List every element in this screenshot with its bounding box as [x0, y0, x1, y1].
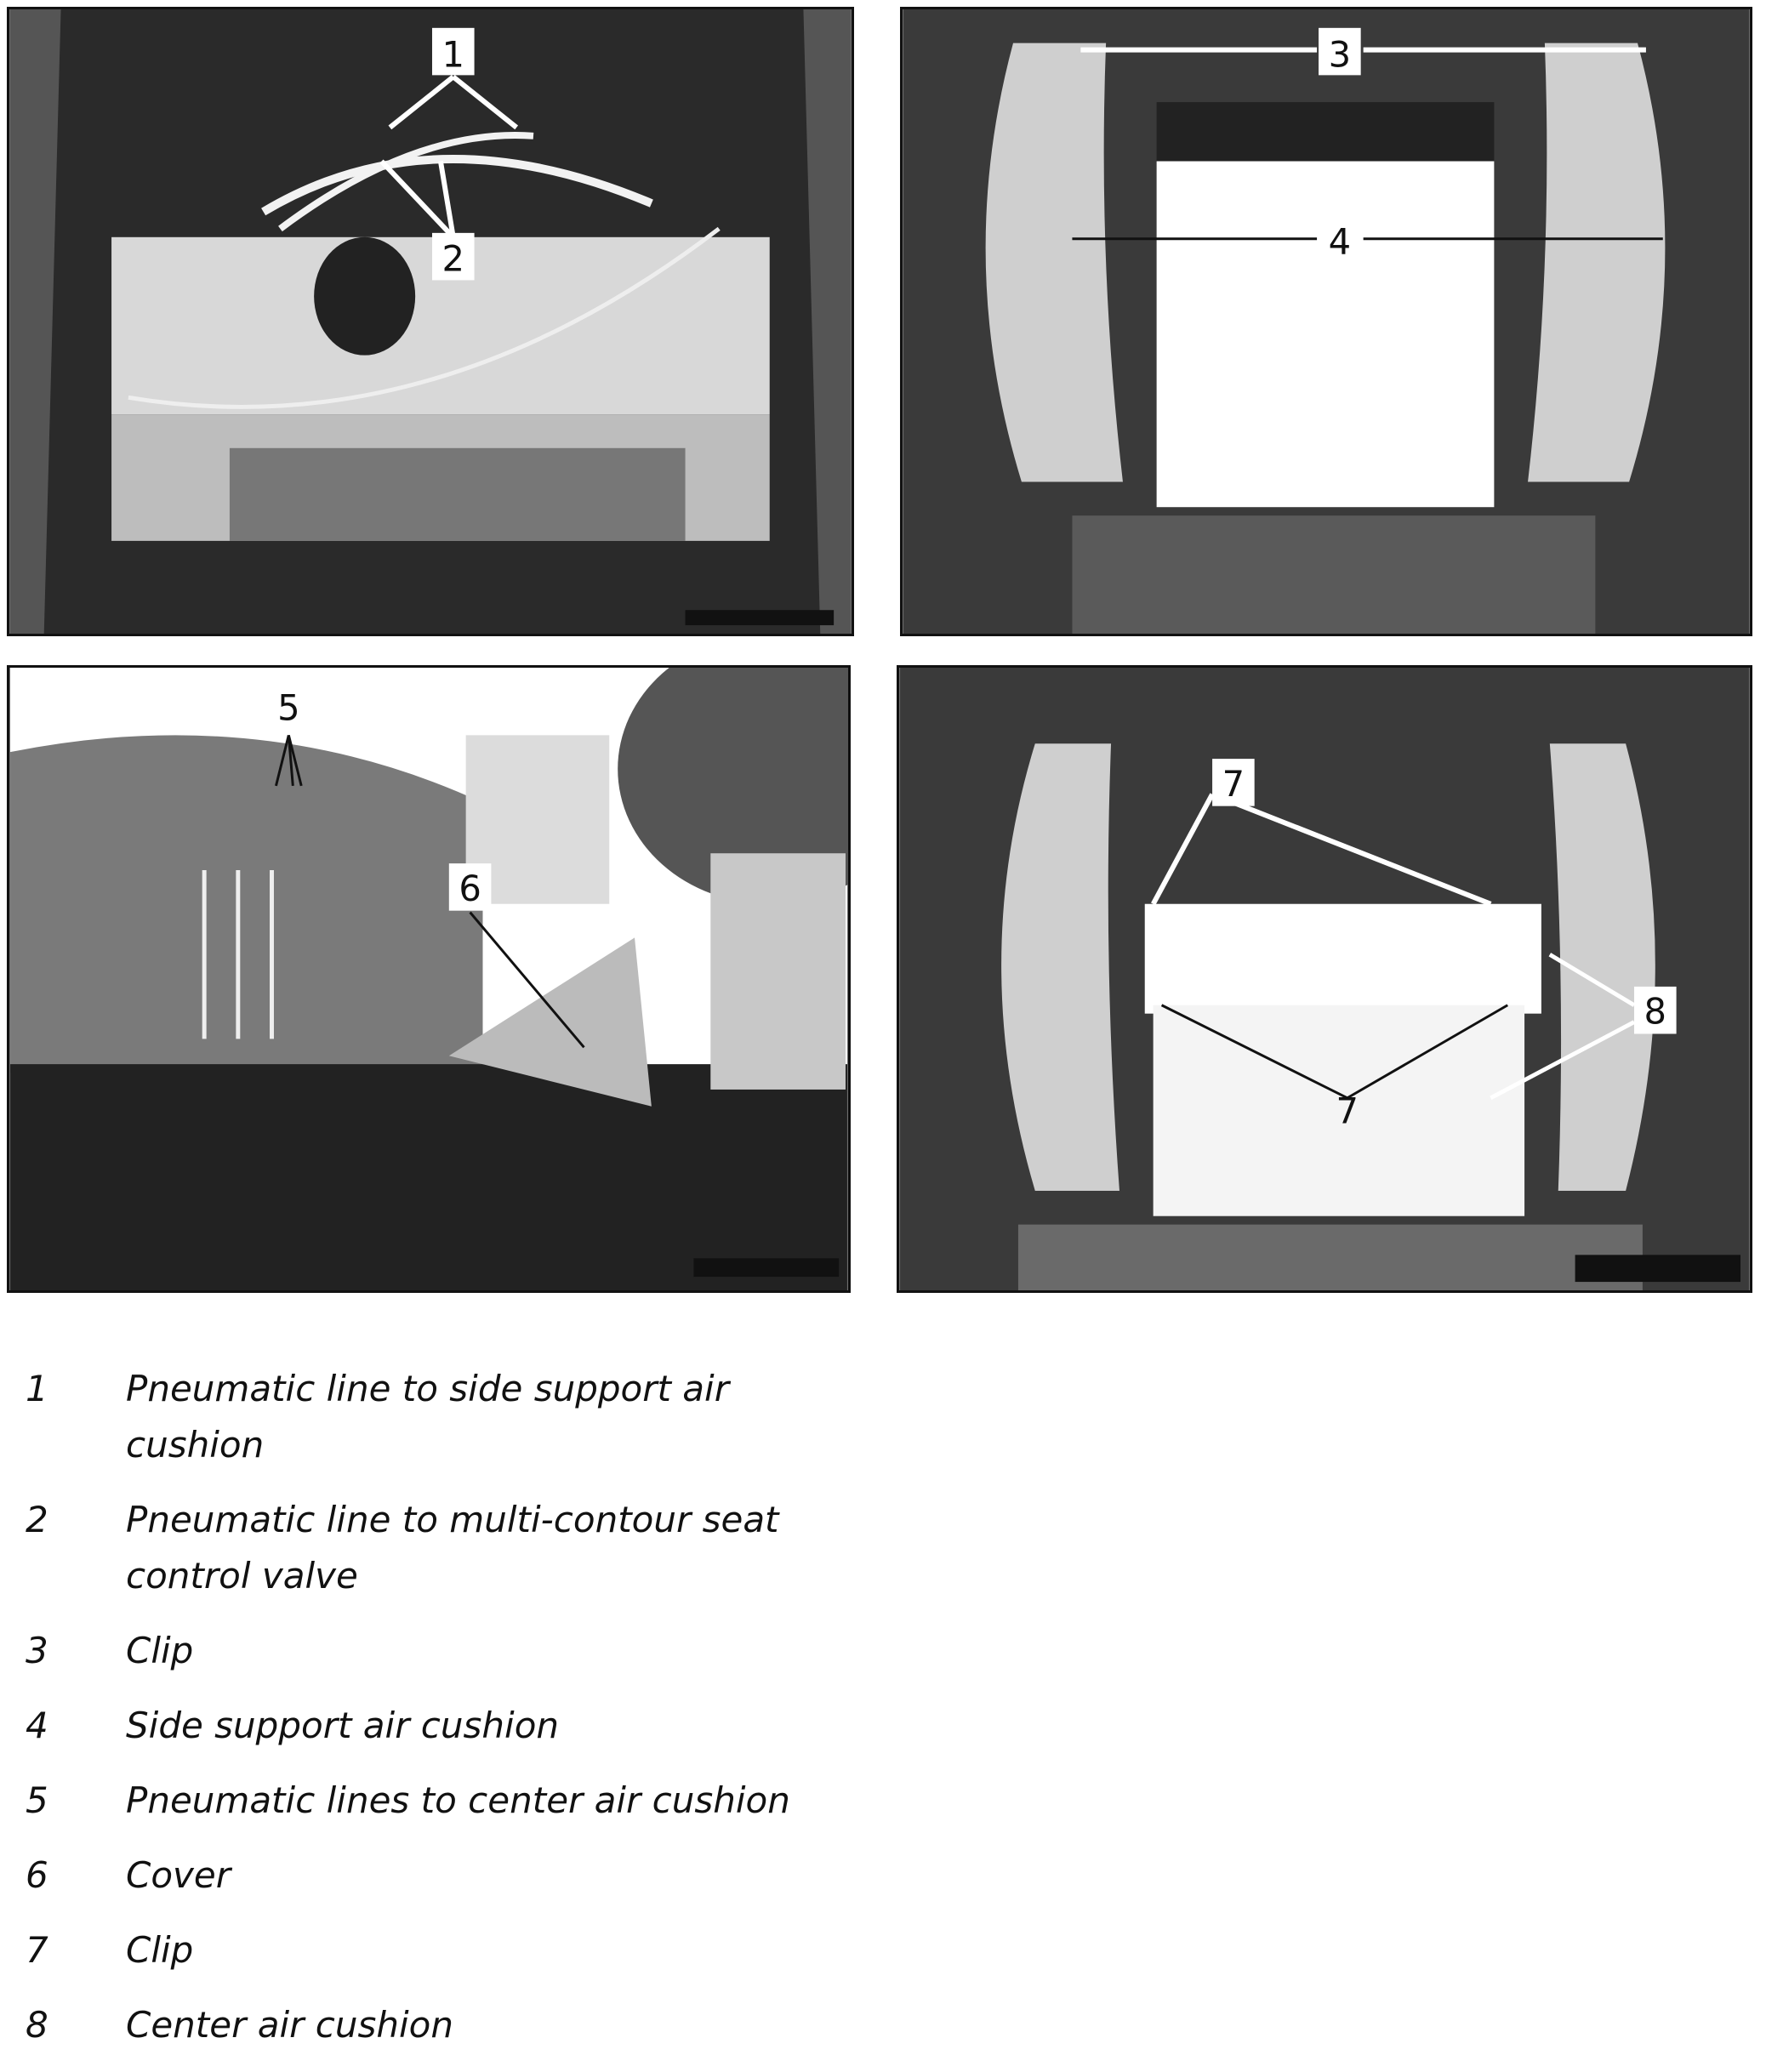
callout-1: 1 [442, 33, 465, 76]
legend-item [26, 1361, 961, 1473]
legend-text: Center air cushion [126, 2004, 453, 2046]
legend-text: Clip [126, 1630, 194, 1671]
legend [26, 1361, 961, 2072]
photo-c-illustration [9, 668, 848, 1290]
legend-text: Side support air cushion [126, 1705, 560, 1746]
photo-a-illustration [9, 9, 852, 634]
legend-text: Pneumatic lines to center air cushion [126, 1779, 790, 1821]
legend-number: 6 [26, 1854, 48, 1896]
callout-8: 8 [1644, 990, 1667, 1033]
photo-b-illustration [903, 9, 1750, 634]
callout-7-bottom: 7 [1336, 1090, 1359, 1132]
legend-number: 2 [26, 1499, 48, 1540]
photo-side-support-cushions [900, 7, 1752, 636]
legend-text: Pneumatic line to side support air cushion [126, 1368, 729, 1466]
legend-item [26, 1922, 961, 1978]
legend-number: 8 [26, 2004, 48, 2046]
legend-text: Cover [126, 1854, 231, 1896]
legend-number: 7 [26, 1929, 48, 1971]
legend-item [26, 1698, 961, 1754]
photo-seat-back-lines [7, 7, 854, 636]
legend-item [26, 1847, 961, 1904]
legend-number: 5 [26, 1779, 48, 1821]
callout-3: 3 [1328, 33, 1352, 76]
legend-item [26, 1997, 961, 2053]
legend-text: Clip [126, 1929, 194, 1971]
legend-text: Pneumatic line to multi-contour seat control valve [126, 1499, 779, 1597]
legend-number: 1 [26, 1368, 48, 1409]
legend-item [26, 1623, 961, 1679]
callout-7-top: 7 [1222, 762, 1245, 805]
callout-5: 5 [277, 686, 300, 729]
photo-d-illustration [899, 668, 1750, 1290]
legend-number: 4 [26, 1705, 48, 1746]
legend-number: 3 [26, 1630, 48, 1671]
legend-item [26, 1773, 961, 1829]
legend-item [26, 1492, 961, 1604]
photo-seat-side-cover [7, 665, 851, 1293]
callout-4: 4 [1328, 220, 1352, 263]
callout-6: 6 [459, 867, 481, 909]
photo-center-air-cushion [897, 665, 1752, 1293]
callout-2: 2 [442, 237, 465, 280]
